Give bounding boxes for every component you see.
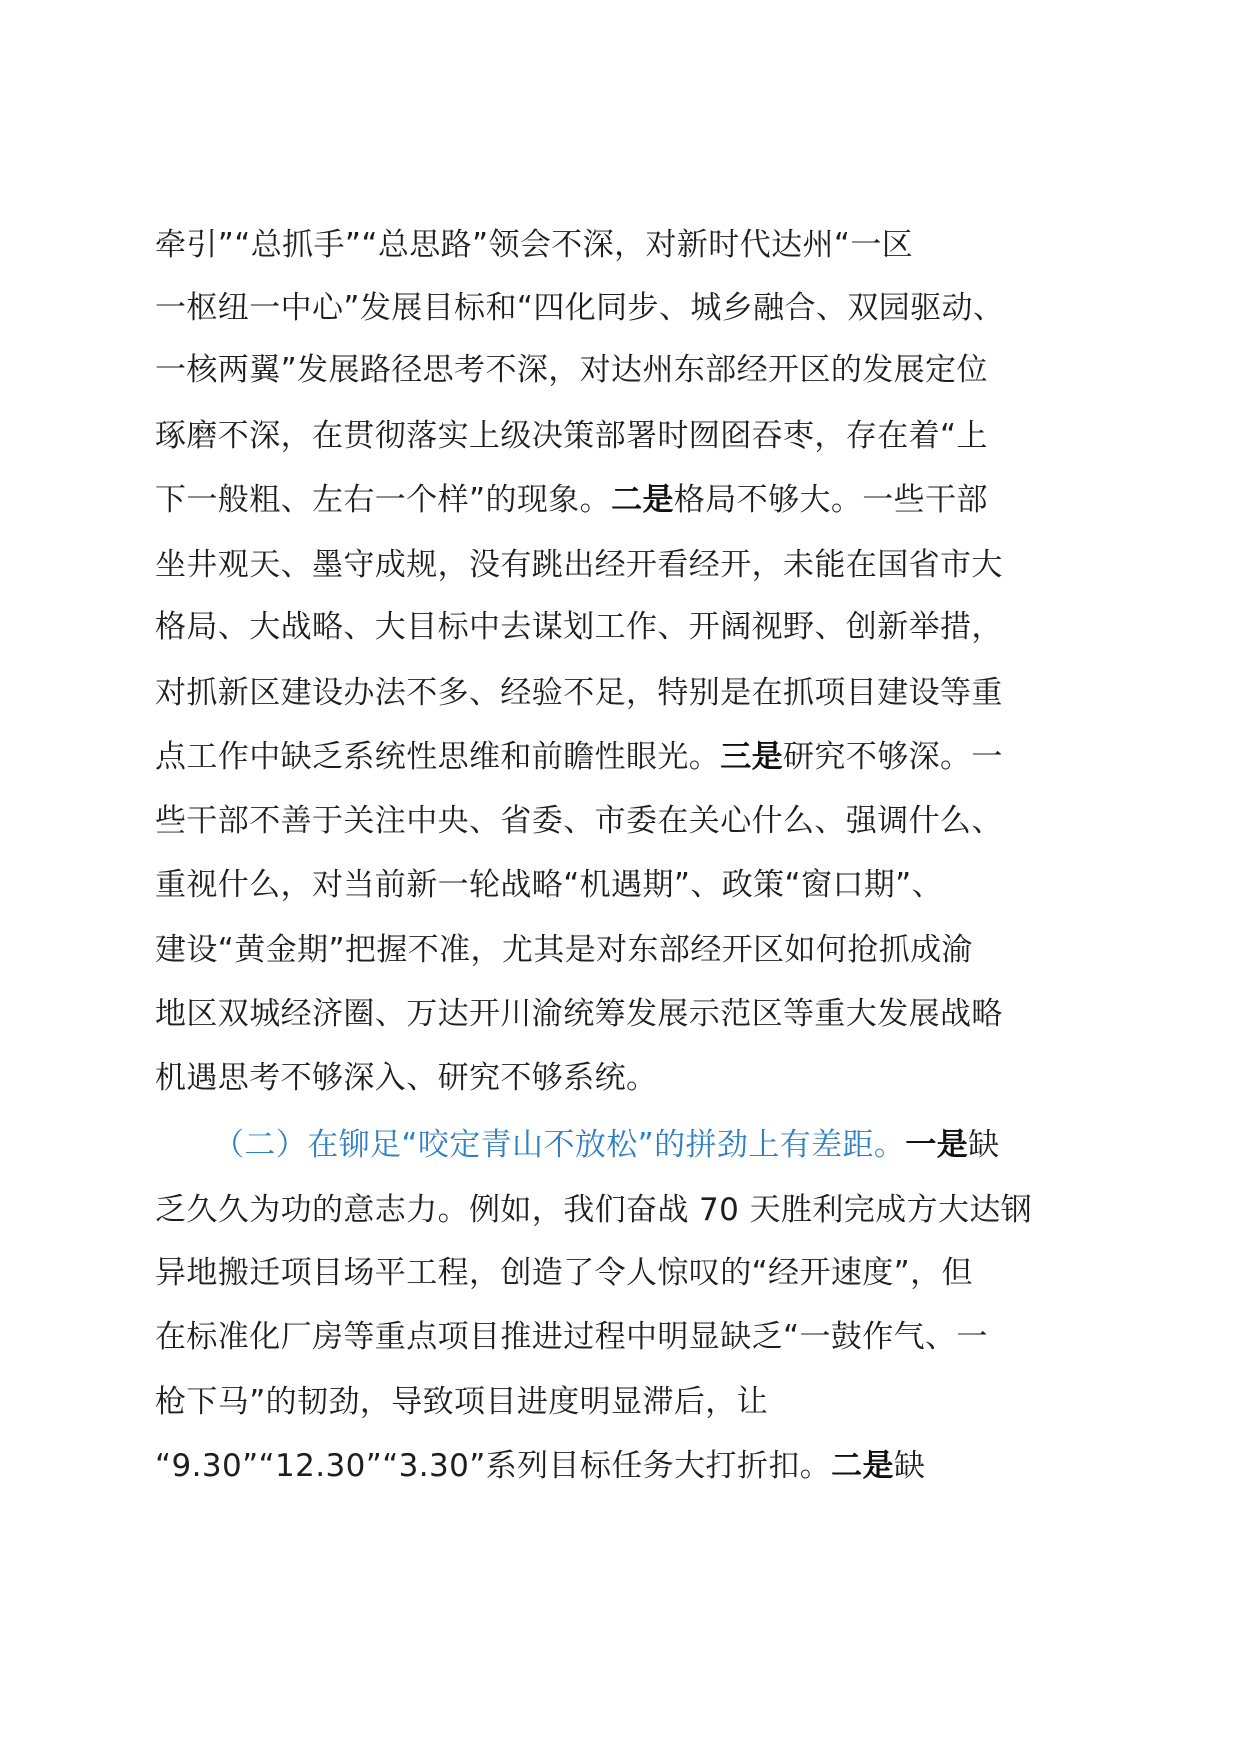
text-run: 些干部不善于关注中央、省委、市委在关心什么、强调什么、: [155, 803, 1003, 839]
section-heading: （二）在铆足“咬定青山不放松”的拼劲上有差距。: [213, 1127, 906, 1163]
text-line: [155, 668, 1003, 718]
text-run: 琢磨不深，在贯彻落实上级决策部署时囫囵吞枣，存在着“上: [155, 418, 988, 454]
text-line: [155, 1441, 925, 1491]
text-run: 缺: [968, 1127, 1000, 1163]
text-line: [155, 411, 988, 461]
text-line: [155, 1248, 973, 1298]
text-run: 地区双城经济圈、万达开川渝统筹发展示范区等重大发展战略: [155, 996, 1003, 1032]
text-run: 坐井观天、墨守成规，没有跳出经开看经开，未能在国省市大: [155, 547, 1003, 583]
text-line: [155, 602, 1003, 652]
text-run: 异地搬迁项目场平工程，创造了令人惊叹的“经开速度”，但: [155, 1255, 973, 1291]
text-line: [155, 220, 913, 270]
text-run: 枪下马”的韧劲，导致项目进度明显滞后，让: [155, 1384, 769, 1420]
text-run: “9.30”“12.30”“3.30”系列目标任务大打折扣。: [155, 1448, 832, 1484]
text-run: 建设“黄金期”把握不准，尤其是对东部经开区如何抢抓成渝: [155, 932, 973, 968]
text-run: 对抓新区建设办法不多、经验不足，特别是在抓项目建设等重: [155, 675, 1003, 711]
text-line: [155, 732, 1003, 782]
section-heading-line: [213, 1120, 1000, 1170]
text-run: 一枢纽一中心”发展目标和“四化同步、城乡融合、双园驱动、: [155, 290, 1005, 326]
text-run: 点工作中缺乏系统性思维和前瞻性眼光。: [155, 739, 721, 775]
text-line: [155, 860, 943, 910]
text-run: 下一般粗、左右一个样”的现象。: [155, 482, 612, 518]
text-line: [155, 475, 988, 525]
text-line: [155, 989, 1003, 1039]
text-run: 在标准化厂房等重点项目推进过程中明显缺乏“一鼓作气、一: [155, 1319, 988, 1355]
text-line: [155, 1377, 768, 1427]
text-run: 乏久久为功的意志力。例如，我们奋战 70 天胜利完成方大达钢: [155, 1192, 1033, 1228]
text-line: [155, 540, 1003, 590]
text-line: [155, 283, 1004, 333]
bold-lead: 一是: [905, 1127, 969, 1163]
text-line: [155, 1185, 1032, 1235]
text-line: [155, 345, 988, 395]
text-run: 重视什么，对当前新一轮战略“机遇期”、政策“窗口期”、: [155, 867, 944, 903]
bold-lead: 二是: [611, 482, 674, 518]
text-run: 机遇思考不够深入、研究不够系统。: [155, 1060, 658, 1096]
text-run: 格局、大战略、大目标中去谋划工作、开阔视野、创新举措，: [155, 609, 1003, 645]
text-line: [155, 1053, 657, 1103]
text-run: 缺: [893, 1448, 926, 1484]
text-run: 格局不够大。一些干部: [673, 482, 988, 518]
text-run: 牵引”“总抓手”“总思路”领会不深，对新时代达州“一区: [155, 227, 914, 263]
text-line: [155, 796, 1003, 846]
text-run: 一核两翼”发展路径思考不深，对达州东部经开区的发展定位: [155, 352, 988, 388]
text-line: [155, 925, 973, 975]
text-line: [155, 1312, 988, 1362]
text-run: 研究不够深。一: [783, 739, 1003, 775]
bold-lead: 三是: [720, 739, 784, 775]
bold-lead: 二是: [831, 1448, 894, 1484]
